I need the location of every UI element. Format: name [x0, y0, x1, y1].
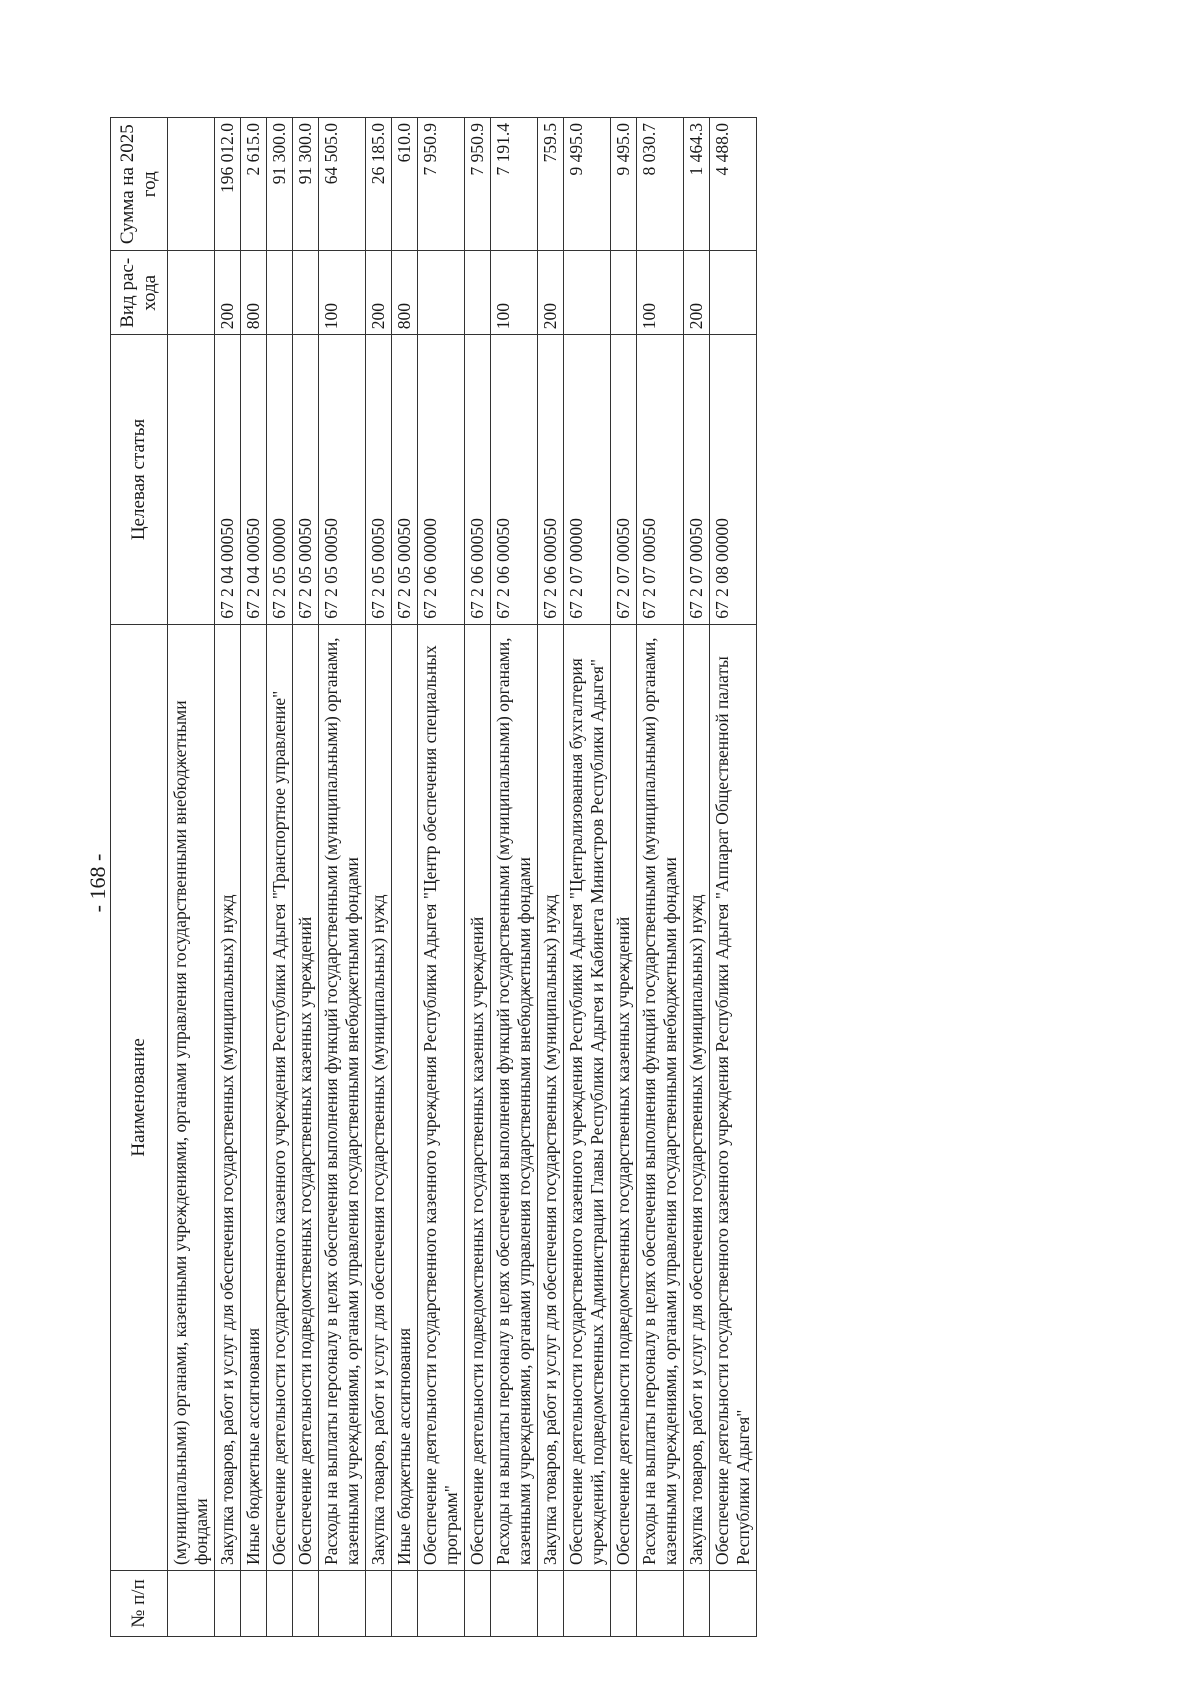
row-number: [491, 1570, 538, 1636]
row-expense-type: 200: [684, 251, 710, 335]
row-expense-type: 100: [319, 251, 366, 335]
row-name: (муниципальными) органами, казенными учреждениями, органами управления государственными внебюджетными фондами: [168, 624, 215, 1570]
row-target-article: 67 2 05 00000: [267, 335, 293, 625]
row-target-article: 67 2 05 00050: [319, 335, 366, 625]
header-name: Наименование: [111, 624, 168, 1570]
row-target-article: 67 2 06 00000: [418, 335, 465, 625]
table-row: [491, 118, 538, 1637]
row-number: [538, 1570, 564, 1636]
row-sum: 91 300.0: [267, 118, 293, 251]
row-sum: 1 464.3: [684, 118, 710, 251]
row-sum: 7 950.9: [465, 118, 491, 251]
row-expense-type: [710, 251, 757, 335]
table-row: [267, 118, 293, 1637]
table-row: [564, 118, 611, 1637]
row-expense-type: 200: [538, 251, 564, 335]
row-sum: 610.0: [392, 118, 418, 251]
page-number: - 168 -: [85, 853, 110, 913]
row-name: Закупка товаров, работ и услуг для обеспечения государственных (муниципальных) нужд: [366, 624, 392, 1570]
row-number: [684, 1570, 710, 1636]
table-row: [710, 118, 757, 1637]
row-sum: 9 495.0: [564, 118, 611, 251]
row-name: Обеспечение деятельности подведомственных государственных казенных учреждений: [465, 624, 491, 1570]
row-sum: 9 495.0: [611, 118, 637, 251]
row-number: [392, 1570, 418, 1636]
row-number: [710, 1570, 757, 1636]
row-name: Обеспечение деятельности государственного казенного учреждения Республики Адыгея "Центр обеспечения специальных программ": [418, 624, 465, 1570]
row-name: Закупка товаров, работ и услуг для обеспечения государственных (муниципальных) нужд: [684, 624, 710, 1570]
row-name: Расходы на выплаты персоналу в целях обеспечения выполнения функций государственными (муниципальными) органами, казенными учреждениями, органами управления государственными внебюджетными фондами: [319, 624, 366, 1570]
table-row: [684, 118, 710, 1637]
row-name: Обеспечение деятельности государственного казенного учреждения Республики Адыгея "Централизованная бухгалтерия учреждений, подведомственных Администрации Главы Республики Адыгея и Кабинета Министров Республики Адыгея": [564, 624, 611, 1570]
row-name: Обеспечение деятельности подведомственных государственных казенных учреждений: [293, 624, 319, 1570]
row-number: [418, 1570, 465, 1636]
row-target-article: 67 2 05 00050: [293, 335, 319, 625]
row-target-article: 67 2 07 00050: [684, 335, 710, 625]
row-sum: 2 615.0: [241, 118, 267, 251]
row-target-article: [168, 335, 215, 625]
header-sum-2025: Сумма на 2025 год: [111, 118, 168, 251]
table-row: [465, 118, 491, 1637]
table-row: [418, 118, 465, 1637]
row-expense-type: [168, 251, 215, 335]
row-expense-type: [564, 251, 611, 335]
row-target-article: 67 2 06 00050: [538, 335, 564, 625]
row-name: Иные бюджетные ассигнования: [241, 624, 267, 1570]
row-expense-type: [418, 251, 465, 335]
row-expense-type: 200: [366, 251, 392, 335]
row-name: Обеспечение деятельности подведомственных государственных казенных учреждений: [611, 624, 637, 1570]
row-expense-type: [465, 251, 491, 335]
row-sum: 7 191.4: [491, 118, 538, 251]
table-row: [538, 118, 564, 1637]
row-number: [293, 1570, 319, 1636]
table-row: [168, 118, 215, 1637]
row-target-article: 67 2 07 00050: [637, 335, 684, 625]
row-number: [611, 1570, 637, 1636]
header-number: № п/п: [111, 1570, 168, 1636]
table-row: [241, 118, 267, 1637]
row-sum: 196 012.0: [215, 118, 241, 251]
budget-table: [110, 117, 757, 1637]
row-sum: 64 505.0: [319, 118, 366, 251]
row-sum: 759.5: [538, 118, 564, 251]
table-row: [293, 118, 319, 1637]
row-number: [168, 1570, 215, 1636]
row-number: [564, 1570, 611, 1636]
row-name: Иные бюджетные ассигнования: [392, 624, 418, 1570]
row-expense-type: [267, 251, 293, 335]
header-expense-type: Вид рас- хода: [111, 251, 168, 335]
row-number: [366, 1570, 392, 1636]
row-target-article: 67 2 06 00050: [491, 335, 538, 625]
row-number: [319, 1570, 366, 1636]
row-name: Расходы на выплаты персоналу в целях обеспечения выполнения функций государственными (муниципальными) органами, казенными учреждениями, органами управления государственными внебюджетными фондами: [491, 624, 538, 1570]
table-row: [392, 118, 418, 1637]
row-name: Обеспечение деятельности государственного казенного учреждения Республики Адыгея "Транспортное управление": [267, 624, 293, 1570]
table-row: [366, 118, 392, 1637]
row-expense-type: [293, 251, 319, 335]
row-target-article: 67 2 05 00050: [366, 335, 392, 625]
row-name: Обеспечение деятельности государственного казенного учреждения Республики Адыгея "Аппарат Общественной палаты Республики Адыгея": [710, 624, 757, 1570]
row-expense-type: [611, 251, 637, 335]
row-number: [241, 1570, 267, 1636]
row-number: [215, 1570, 241, 1636]
row-name: Расходы на выплаты персоналу в целях обеспечения выполнения функций государственными (муниципальными) органами, казенными учреждениями, органами управления государственными внебюджетными фондами: [637, 624, 684, 1570]
table-body: [168, 118, 757, 1637]
table-row: [637, 118, 684, 1637]
row-target-article: 67 2 07 00000: [564, 335, 611, 625]
row-number: [465, 1570, 491, 1636]
row-sum: 7 950.9: [418, 118, 465, 251]
table-row: [319, 118, 366, 1637]
table-row: [215, 118, 241, 1637]
row-expense-type: 800: [392, 251, 418, 335]
row-target-article: 67 2 05 00050: [392, 335, 418, 625]
row-expense-type: 800: [241, 251, 267, 335]
row-target-article: 67 2 06 00050: [465, 335, 491, 625]
header-target-article: Целевая статья: [111, 335, 168, 625]
row-expense-type: 100: [491, 251, 538, 335]
row-sum: 8 030.7: [637, 118, 684, 251]
row-name: Закупка товаров, работ и услуг для обеспечения государственных (муниципальных) нужд: [538, 624, 564, 1570]
row-sum: 4 488.0: [710, 118, 757, 251]
rotated-page: [110, 117, 757, 1637]
table-header-row: [111, 118, 168, 1637]
row-expense-type: 100: [637, 251, 684, 335]
row-expense-type: 200: [215, 251, 241, 335]
row-sum: [168, 118, 215, 251]
row-target-article: 67 2 04 00050: [215, 335, 241, 625]
row-sum: 91 300.0: [293, 118, 319, 251]
row-target-article: 67 2 07 00050: [611, 335, 637, 625]
row-sum: 26 185.0: [366, 118, 392, 251]
row-number: [637, 1570, 684, 1636]
row-number: [267, 1570, 293, 1636]
row-target-article: 67 2 04 00050: [241, 335, 267, 625]
row-name: Закупка товаров, работ и услуг для обеспечения государственных (муниципальных) нужд: [215, 624, 241, 1570]
table-row: [611, 118, 637, 1637]
row-target-article: 67 2 08 00000: [710, 335, 757, 625]
